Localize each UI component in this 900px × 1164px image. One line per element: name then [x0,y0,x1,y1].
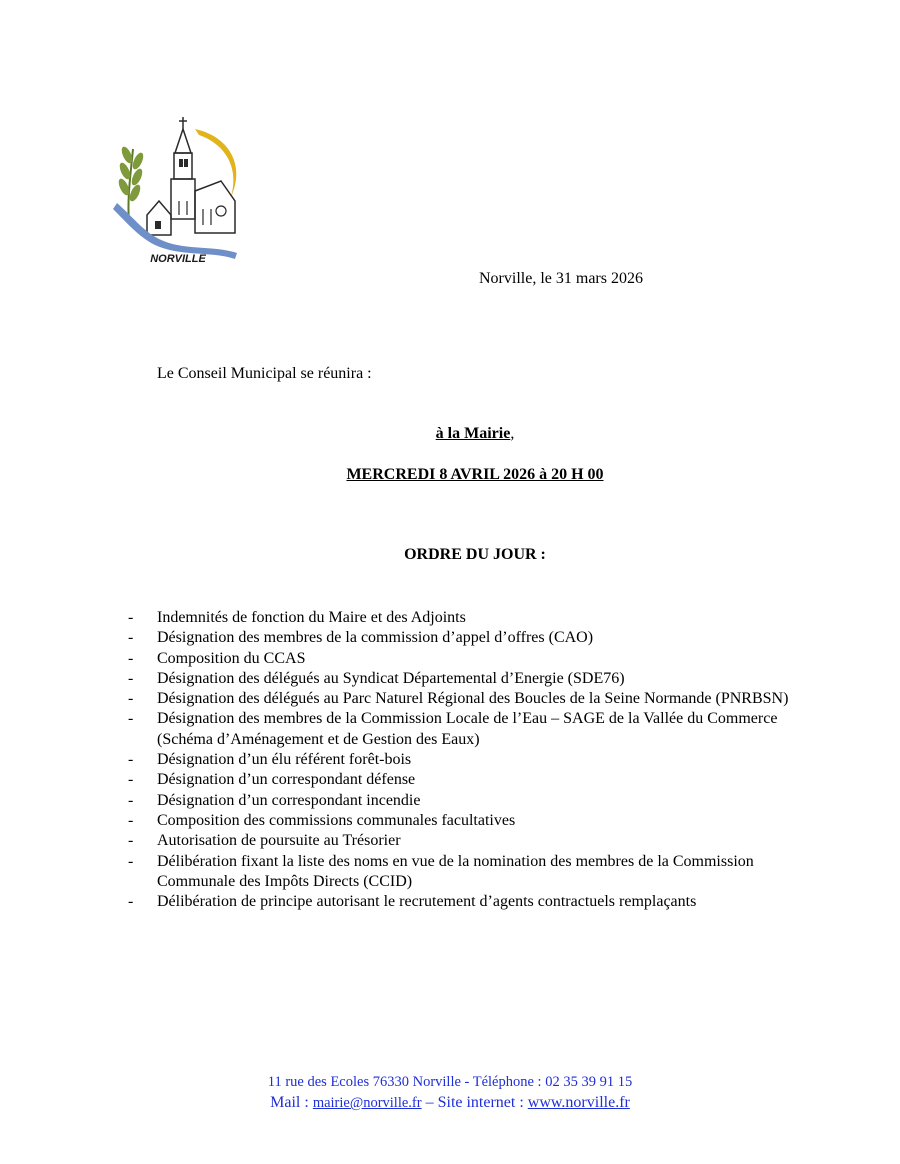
list-bullet: - [128,690,134,708]
list-bullet: - [128,893,134,911]
list-item [128,750,808,770]
list-item-text: Délibération de principe autorisant le recrutement d’agents contractuels remplaçants [157,893,697,911]
list-item-text: Désignation des délégués au Parc Naturel Régional des Boucles de la Seine Normande (PNRBSN) [157,690,789,708]
list-bullet: - [128,649,134,667]
agenda-title: ORDRE DU JOUR : [404,546,546,563]
list-item [128,811,808,831]
venue-line [0,425,900,443]
list-item-text: Indemnités de fonction du Maire et des Adjoints [157,609,466,626]
logo-text: NORVILLE [150,253,206,265]
list-item [128,831,808,851]
list-bullet: - [128,771,134,789]
list-bullet: - [128,609,134,626]
footer-contact [0,1092,900,1114]
list-bullet: - [128,710,134,728]
list-bullet: - [128,832,134,850]
list-item [128,628,808,648]
list-item-text: Désignation des membres de la commission d’appel d’offres (CAO) [157,629,594,647]
list-item [128,892,808,912]
list-bullet: - [128,751,134,769]
list-item [128,852,808,893]
list-bullet: - [128,669,134,687]
list-item [128,770,808,790]
meeting-datetime: MERCREDI 8 AVRIL 2026 à 20 H 00 [346,466,604,483]
venue-suffix: , [510,425,515,442]
agenda-list [128,608,808,912]
list-bullet: - [128,791,134,809]
list-item-text: Autorisation de poursuite au Trésorier [157,832,401,850]
list-item-text: Désignation des délégués au Syndicat Départemental d’Energie (SDE76) [157,669,625,687]
footer-address: 11 rue des Ecoles 76330 Norville - Téléphone : 02 35 39 91 15 [267,1074,633,1090]
list-item [128,791,808,811]
church-logo-icon [103,105,253,270]
list-item-text: Désignation d’un correspondant incendie [157,791,421,809]
norville-logo [103,105,253,270]
river-shape [113,203,237,259]
list-item-text: Composition des commissions communales facultatives [157,811,516,829]
list-item [128,608,808,628]
list-bullet: - [128,811,134,829]
mail-label: Mail : [270,1094,313,1111]
list-bullet: - [128,852,134,870]
list-item [128,709,808,750]
list-item [128,649,808,669]
venue-place: à la Mairie [435,425,511,442]
list-bullet: - [128,629,134,647]
list-item-text: Désignation des membres de la Commission Locale de l’Eau – SAGE de la Vallée du Commerce (Schéma d’Aménagement et de Gestion des Eaux) [157,710,778,748]
list-item [128,669,808,689]
list-item-text: Désignation d’un élu référent forêt-bois [157,751,412,769]
date-line: Norville, le 31 mars 2026 [479,270,643,287]
site-label: – Site internet : [421,1094,528,1111]
footer [0,1073,900,1114]
list-item-text: Désignation d’un correspondant défense [157,771,416,789]
list-item [128,689,808,709]
list-item-text: Composition du CCAS [157,649,306,667]
intro-sentence: Le Conseil Municipal se réunira : [157,365,372,382]
mail-link[interactable]: mairie@norville.fr [312,1095,422,1111]
moon-shape [195,129,236,197]
website-link[interactable]: www.norville.fr [527,1094,630,1111]
list-item-text: Délibération fixant la liste des noms en vue de la nomination des membres de la Commission Communale des Impôts Directs (CCID) [157,852,754,890]
